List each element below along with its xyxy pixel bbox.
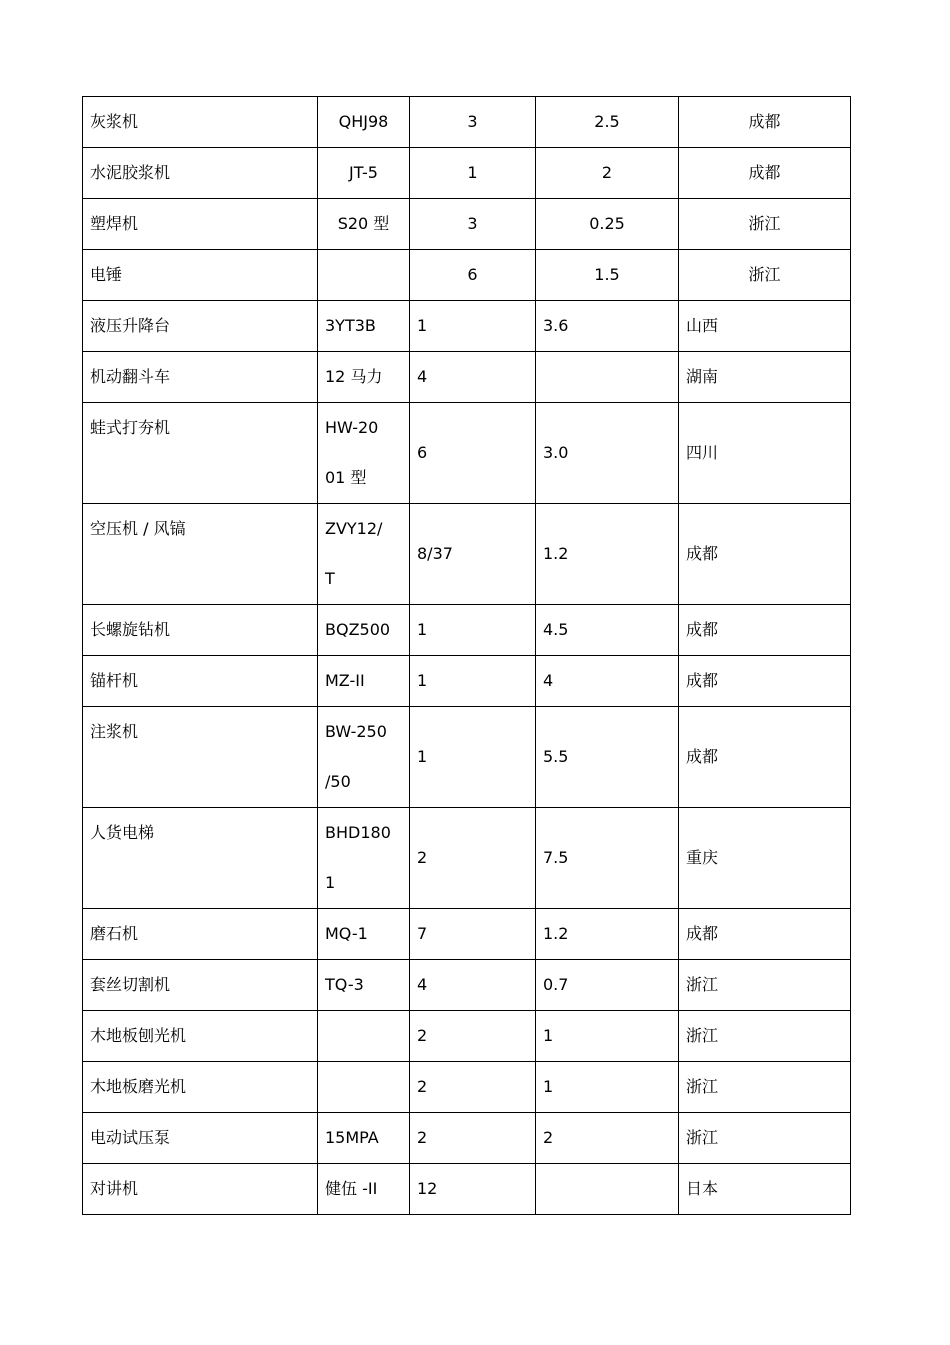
model-cell bbox=[318, 199, 410, 250]
power-cell: 1.2 bbox=[536, 909, 679, 960]
model-cell bbox=[318, 656, 410, 707]
quantity-cell: 8/37 bbox=[410, 504, 536, 605]
equipment-name-cell: 空压机 / 风镐 bbox=[83, 504, 318, 605]
model-line: JT-5 bbox=[349, 163, 378, 182]
origin-cell: 浙江 bbox=[679, 1113, 851, 1164]
table-row bbox=[83, 1062, 851, 1113]
quantity-cell: 1 bbox=[410, 656, 536, 707]
quantity-cell: 6 bbox=[410, 250, 536, 301]
table-row bbox=[83, 1113, 851, 1164]
equipment-name-cell: 机动翻斗车 bbox=[83, 352, 318, 403]
model-line: BQZ500 bbox=[325, 620, 391, 639]
quantity-cell: 3 bbox=[410, 97, 536, 148]
model-cell bbox=[318, 1011, 410, 1062]
equipment-name-cell: 人货电梯 bbox=[83, 808, 318, 909]
model-line: TQ-3 bbox=[325, 975, 364, 994]
table-row bbox=[83, 1011, 851, 1062]
power-cell: 1 bbox=[536, 1011, 679, 1062]
quantity-cell: 1 bbox=[410, 301, 536, 352]
power-cell: 3.6 bbox=[536, 301, 679, 352]
table-row bbox=[83, 199, 851, 250]
table-row bbox=[83, 808, 851, 909]
model-line: T bbox=[325, 569, 335, 588]
model-line bbox=[325, 1011, 402, 1061]
table-row bbox=[83, 707, 851, 808]
table-row bbox=[83, 504, 851, 605]
table-row bbox=[83, 656, 851, 707]
model-cell bbox=[318, 1062, 410, 1113]
model-cell bbox=[318, 504, 410, 605]
model-line: MZ-II bbox=[325, 671, 365, 690]
quantity-cell: 2 bbox=[410, 808, 536, 909]
model-line: 3YT3B bbox=[325, 316, 376, 335]
origin-cell: 四川 bbox=[679, 403, 851, 504]
model-cell bbox=[318, 605, 410, 656]
origin-cell: 浙江 bbox=[679, 250, 851, 301]
origin-cell: 浙江 bbox=[679, 1062, 851, 1113]
power-cell: 7.5 bbox=[536, 808, 679, 909]
equipment-name-cell: 对讲机 bbox=[83, 1164, 318, 1215]
model-line: S20 型 bbox=[337, 214, 390, 233]
model-cell bbox=[318, 707, 410, 808]
power-cell: 2 bbox=[536, 1113, 679, 1164]
equipment-name-cell: 木地板磨光机 bbox=[83, 1062, 318, 1113]
quantity-cell: 4 bbox=[410, 352, 536, 403]
model-cell bbox=[318, 960, 410, 1011]
equipment-name-cell: 长螺旋钻机 bbox=[83, 605, 318, 656]
origin-cell: 成都 bbox=[679, 148, 851, 199]
model-cell bbox=[318, 97, 410, 148]
quantity-cell: 7 bbox=[410, 909, 536, 960]
equipment-name-cell: 注浆机 bbox=[83, 707, 318, 808]
table-row bbox=[83, 605, 851, 656]
model-cell bbox=[318, 301, 410, 352]
quantity-cell: 6 bbox=[410, 403, 536, 504]
quantity-cell: 1 bbox=[410, 605, 536, 656]
quantity-cell: 4 bbox=[410, 960, 536, 1011]
model-line: /50 bbox=[325, 772, 351, 791]
model-line bbox=[325, 250, 402, 300]
power-cell: 0.25 bbox=[536, 199, 679, 250]
equipment-name-cell: 木地板刨光机 bbox=[83, 1011, 318, 1062]
model-line: 15MPA bbox=[325, 1128, 379, 1147]
quantity-cell: 12 bbox=[410, 1164, 536, 1215]
model-line: MQ-1 bbox=[325, 924, 368, 943]
power-cell: 5.5 bbox=[536, 707, 679, 808]
power-cell: 4.5 bbox=[536, 605, 679, 656]
table-row bbox=[83, 301, 851, 352]
quantity-cell: 1 bbox=[410, 707, 536, 808]
equipment-name-cell: 锚杆机 bbox=[83, 656, 318, 707]
table-row bbox=[83, 909, 851, 960]
equipment-name-cell: 水泥胶浆机 bbox=[83, 148, 318, 199]
origin-cell: 湖南 bbox=[679, 352, 851, 403]
model-line: 12 马力 bbox=[325, 367, 383, 386]
model-line: BHD180 bbox=[325, 823, 391, 842]
origin-cell: 山西 bbox=[679, 301, 851, 352]
equipment-table bbox=[82, 96, 851, 1215]
model-line: BW-250 bbox=[325, 722, 387, 741]
equipment-name-cell: 磨石机 bbox=[83, 909, 318, 960]
origin-cell: 日本 bbox=[679, 1164, 851, 1215]
origin-cell: 成都 bbox=[679, 504, 851, 605]
origin-cell: 重庆 bbox=[679, 808, 851, 909]
model-cell bbox=[318, 808, 410, 909]
equipment-name-cell: 蛙式打夯机 bbox=[83, 403, 318, 504]
power-cell: 2.5 bbox=[536, 97, 679, 148]
quantity-cell: 2 bbox=[410, 1062, 536, 1113]
equipment-table-body bbox=[83, 97, 851, 1215]
origin-cell: 成都 bbox=[679, 707, 851, 808]
model-cell bbox=[318, 1164, 410, 1215]
power-cell: 0.7 bbox=[536, 960, 679, 1011]
power-cell: 2 bbox=[536, 148, 679, 199]
table-row bbox=[83, 97, 851, 148]
model-line bbox=[325, 1062, 402, 1112]
power-cell: 1 bbox=[536, 1062, 679, 1113]
equipment-name-cell: 灰浆机 bbox=[83, 97, 318, 148]
model-line: HW-20 bbox=[325, 418, 379, 437]
power-cell: 1.5 bbox=[536, 250, 679, 301]
model-line: 健伍 -II bbox=[325, 1179, 378, 1198]
origin-cell: 浙江 bbox=[679, 199, 851, 250]
model-line: 1 bbox=[325, 873, 336, 892]
equipment-name-cell: 电锤 bbox=[83, 250, 318, 301]
table-row bbox=[83, 1164, 851, 1215]
equipment-name-cell: 套丝切割机 bbox=[83, 960, 318, 1011]
table-row bbox=[83, 352, 851, 403]
origin-cell: 成都 bbox=[679, 656, 851, 707]
power-cell bbox=[536, 352, 679, 403]
model-cell bbox=[318, 403, 410, 504]
model-line: ZVY12/ bbox=[325, 519, 383, 538]
quantity-cell: 2 bbox=[410, 1113, 536, 1164]
power-cell: 1.2 bbox=[536, 504, 679, 605]
model-cell bbox=[318, 352, 410, 403]
quantity-cell: 3 bbox=[410, 199, 536, 250]
quantity-cell: 1 bbox=[410, 148, 536, 199]
table-row bbox=[83, 250, 851, 301]
power-cell: 3.0 bbox=[536, 403, 679, 504]
table-row bbox=[83, 403, 851, 504]
origin-cell: 成都 bbox=[679, 97, 851, 148]
equipment-name-cell: 电动试压泵 bbox=[83, 1113, 318, 1164]
origin-cell: 浙江 bbox=[679, 1011, 851, 1062]
origin-cell: 成都 bbox=[679, 909, 851, 960]
power-cell bbox=[536, 1164, 679, 1215]
model-cell bbox=[318, 1113, 410, 1164]
table-row bbox=[83, 960, 851, 1011]
quantity-cell: 2 bbox=[410, 1011, 536, 1062]
origin-cell: 成都 bbox=[679, 605, 851, 656]
equipment-name-cell: 塑焊机 bbox=[83, 199, 318, 250]
origin-cell: 浙江 bbox=[679, 960, 851, 1011]
table-row bbox=[83, 148, 851, 199]
model-cell bbox=[318, 250, 410, 301]
model-line: QHJ98 bbox=[338, 112, 389, 131]
equipment-name-cell: 液压升降台 bbox=[83, 301, 318, 352]
power-cell: 4 bbox=[536, 656, 679, 707]
model-cell bbox=[318, 148, 410, 199]
model-cell bbox=[318, 909, 410, 960]
model-line: 01 型 bbox=[325, 468, 367, 487]
